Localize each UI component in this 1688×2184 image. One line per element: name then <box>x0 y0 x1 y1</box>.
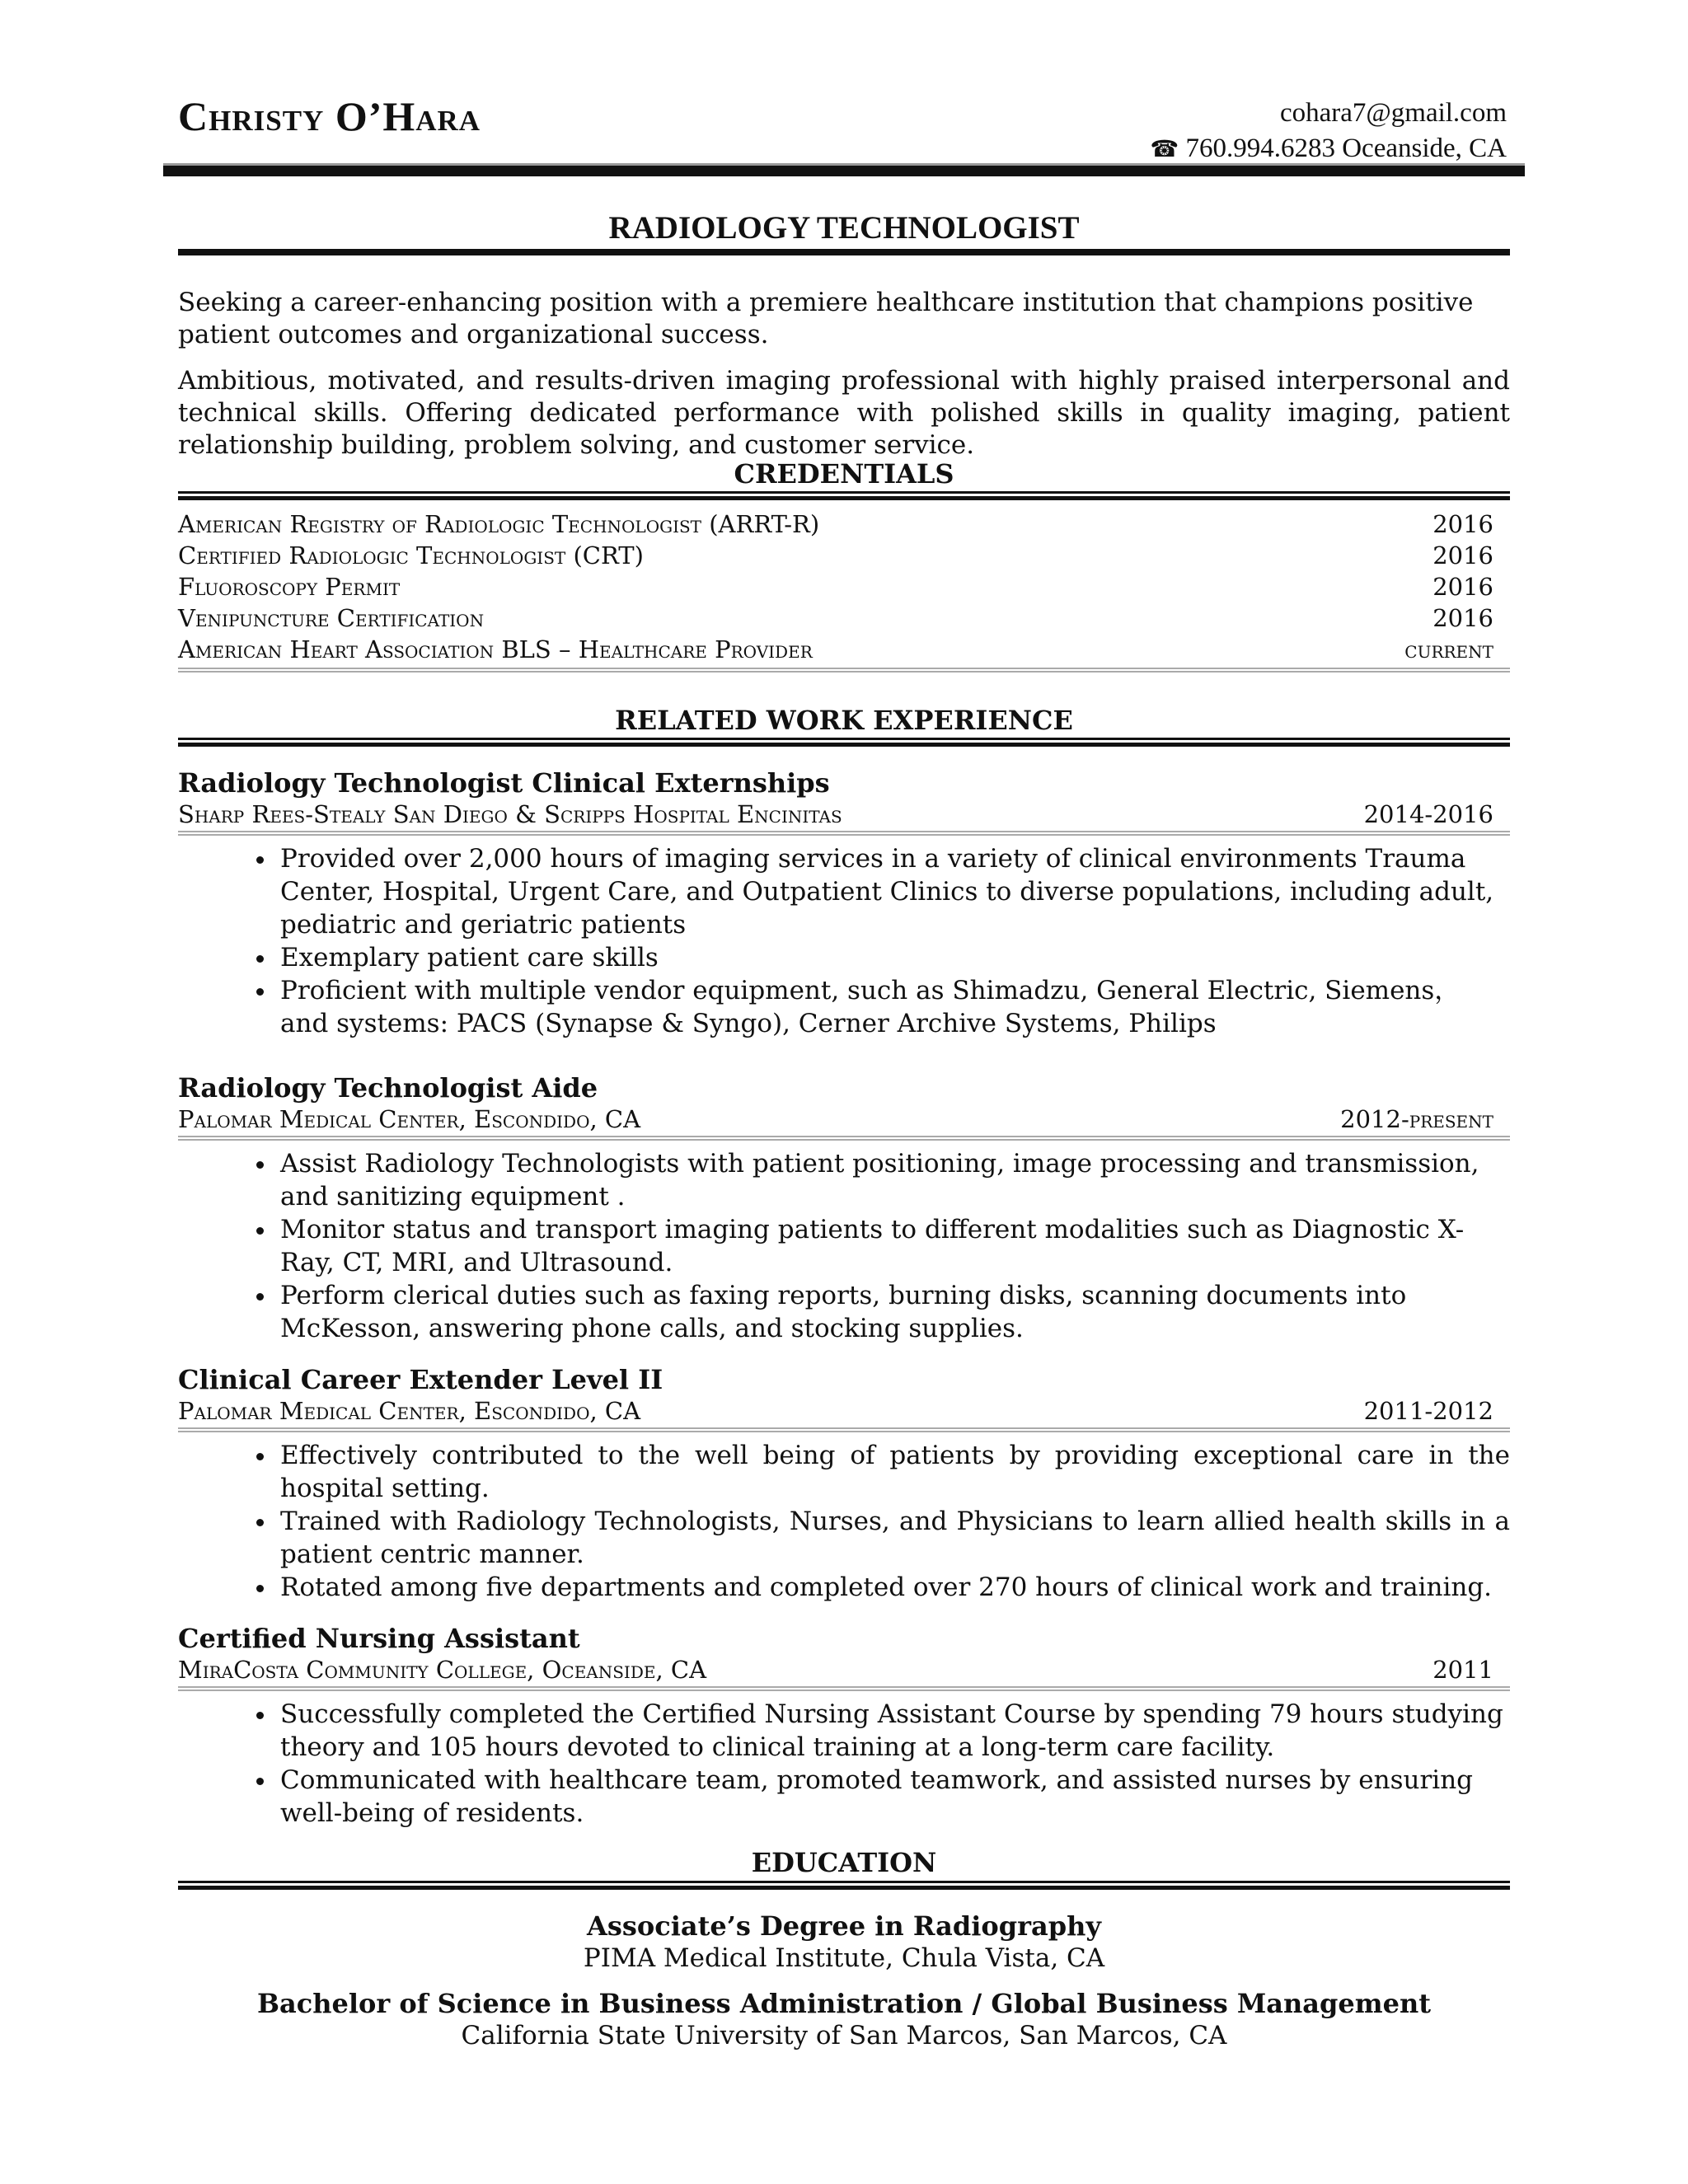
job-title: Clinical Career Extender Level II <box>178 1364 663 1395</box>
school: PIMA Medical Institute, Chula Vista, CA <box>583 1943 1105 1973</box>
credentials-heading: CREDENTIALS <box>734 458 954 490</box>
job-dates: 2011-2012 <box>1363 1397 1493 1425</box>
credential-name: Venipuncture Certification <box>178 604 485 632</box>
job-org: Sharp Rees-Stealy San Diego & Scripps Hospital Encinitas <box>178 800 842 828</box>
education-divider <box>178 1881 1510 1890</box>
list-item: • Proficient with multiple vendor equipment, such as Shimadzu, General Electric, Siemens， and systems: PACS (Synapse & Syngo), Cerner Archive Systems, Philips <box>277 974 1510 1040</box>
credential-year: 2016 <box>1432 573 1493 601</box>
list-item: • Trained with Radiology Technologists, Nurses, and Physicians to learn allied health skills in a patient centric manner. <box>277 1505 1510 1571</box>
experience-heading: RELATED WORK EXPERIENCE <box>615 705 1073 736</box>
phone-location-line <box>1150 131 1507 166</box>
credential-item <box>178 509 1493 540</box>
job-entry <box>178 1363 1510 1604</box>
objective-text: Seeking a career-enhancing position with a premiere healthcare institution that champions positive patient outcomes and organizational success. <box>178 288 1474 349</box>
job-title-heading: RADIOLOGY TECHNOLOGIST <box>608 210 1080 246</box>
job-divider <box>178 1686 1510 1691</box>
job-dates: 2012-present <box>1340 1105 1493 1133</box>
contact-block <box>1150 96 1507 166</box>
job-org-line <box>178 1396 1493 1426</box>
degree: Associate’s Degree in Radiography <box>587 1910 1101 1942</box>
credential-item <box>178 602 1493 634</box>
job-entry <box>178 766 1510 1040</box>
education-heading: EDUCATION <box>751 1847 937 1878</box>
job-entry <box>178 1622 1510 1830</box>
credential-name: American Heart Association BLS – Healthcare Provider <box>178 635 813 663</box>
job-title: Radiology Technologist Clinical Externships <box>178 767 830 799</box>
job-org: Palomar Medical Center, Escondido, CA <box>178 1105 641 1133</box>
credential-name: Fluoroscopy Permit <box>178 573 401 601</box>
credential-name: Certified Radiologic Technologist (CRT) <box>178 541 644 569</box>
credentials-bottom-divider <box>178 668 1510 673</box>
list-item: • Effectively contributed to the well being of patients by providing exceptional care in the hospital setting. <box>277 1439 1510 1505</box>
list-item: • Exemplary patient care skills <box>277 941 1510 974</box>
job-dates: 2014-2016 <box>1363 800 1493 828</box>
job-divider <box>178 831 1510 836</box>
school: California State University of San Marcos, San Marcos, CA <box>461 2021 1227 2050</box>
job-divider <box>178 1427 1510 1432</box>
phone-icon: ☎ <box>1150 135 1179 162</box>
job-org: Palomar Medical Center, Escondido, CA <box>178 1397 641 1425</box>
credential-item <box>178 540 1493 571</box>
job-entry <box>178 1071 1510 1345</box>
list-item: • Perform clerical duties such as faxing reports, burning disks, scanning documents into McKesson, answering phone calls, and stocking supplies. <box>277 1279 1510 1345</box>
credential-year: current <box>1404 635 1493 663</box>
list-item: • Successfully completed the Certified Nursing Assistant Course by spending 79 hours studying theory and 105 hours devoted to clinical training at a long-term care facility. <box>277 1698 1510 1764</box>
job-org: MiraCosta Community College, Oceanside, CA <box>178 1656 707 1684</box>
credential-year: 2016 <box>1432 510 1493 538</box>
email-line <box>1150 96 1507 131</box>
job-title: Certified Nursing Assistant <box>178 1623 580 1654</box>
candidate-name: Christy O’Hara <box>178 93 481 139</box>
job-org-line <box>178 1104 1493 1134</box>
credential-name: American Registry of Radiologic Technologist (ARRT-R) <box>178 510 820 538</box>
job-org-line <box>178 799 1493 829</box>
credential-year: 2016 <box>1432 604 1493 632</box>
education-entry <box>178 1988 1510 2052</box>
job-dates: 2011 <box>1432 1656 1493 1684</box>
degree: Bachelor of Science in Business Administration / Global Business Management <box>256 1988 1432 2019</box>
job-bullets <box>178 842 1510 1040</box>
profile-text: Ambitious, motivated, and results-driven imaging professional with highly praised interpersonal and technical skills. Offering dedicated performance with polished skills in quality imaging, patient relationship building, problem solving, and customer service. <box>178 366 1510 460</box>
credential-item <box>178 571 1493 602</box>
education-entry <box>178 1910 1510 1975</box>
job-title: Radiology Technologist Aide <box>178 1072 598 1104</box>
list-item: • Monitor status and transport imaging patients to different modalities such as Diagnostic X-Ray, CT, MRI, and Ultrasound. <box>277 1213 1510 1279</box>
job-bullets <box>178 1147 1510 1345</box>
list-item: • Rotated among five departments and completed over 270 hours of clinical work and training. <box>277 1571 1510 1604</box>
header-divider <box>163 163 1525 176</box>
list-item: • Assist Radiology Technologists with patient positioning, image processing and transmission, and sanitizing equipment . <box>277 1147 1510 1213</box>
job-bullets <box>178 1439 1510 1604</box>
experience-divider <box>178 738 1510 747</box>
credential-item <box>178 634 1493 665</box>
list-item: • Communicated with healthcare team, promoted teamwork, and assisted nurses by ensuring well-being of residents. <box>277 1764 1510 1830</box>
location-text: Oceanside, CA <box>1342 134 1507 163</box>
phone-text: 760.994.6283 <box>1185 134 1335 163</box>
credentials-list <box>178 509 1493 665</box>
job-org-line <box>178 1655 1493 1685</box>
job-bullets <box>178 1698 1510 1830</box>
credential-year: 2016 <box>1432 541 1493 569</box>
email-text: cohara7@gmail.com <box>1279 98 1507 128</box>
list-item: • Provided over 2,000 hours of imaging services in a variety of clinical environments Trauma Center, Hospital, Urgent Care, and Outpatient Clinics to diverse populations, including adult, pediatric and geriatric patients <box>277 842 1510 941</box>
job-divider <box>178 1136 1510 1141</box>
credentials-divider <box>178 491 1510 500</box>
title-divider <box>178 249 1510 255</box>
